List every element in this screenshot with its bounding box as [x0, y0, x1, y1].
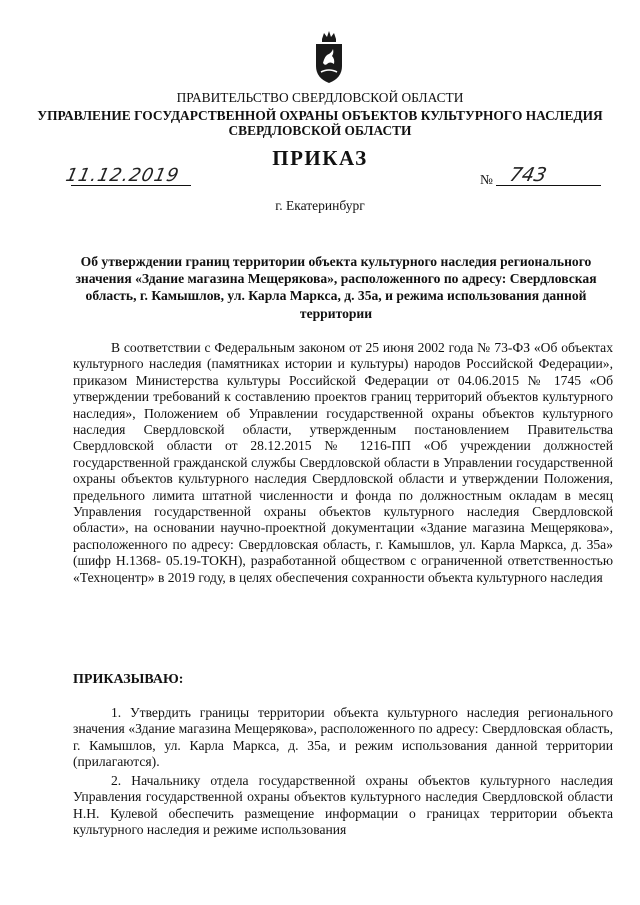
date-underline — [71, 184, 191, 186]
order-item-1: 1. Утвердить границы территории объекта культурного наследия регионального значения «Здание магазина Мещерякова», расположенного по адресу: Свердловская область, г. Камышлов, ул. Карла Маркса, д. 35а, и режим использования данной территории (прилагаются). — [73, 705, 613, 770]
order-subject: Об утверждении границ территории объекта культурного наследия регионального значения «Здание магазина Мещерякова», расположенного по адресу: Свердловская область, г. Камышлов, ул. Карла Маркса, д. 35а, и режима использования данной территории — [75, 254, 597, 321]
government-name: ПРАВИТЕЛЬСТВО СВЕРДЛОВСКОЙ ОБЛАСТИ — [176, 90, 464, 105]
preamble-paragraph: В соответствии с Федеральным законом от 25 июня 2002 года № 73-ФЗ «Об объектах культурного наследия (памятниках истории и культуры) народов Российской Федерации», приказом Министерства культуры Российской Федерации от 04.06.2015 № 1745 «Об утверждении требований к составлению проектов границ территорий объектов культурного наследия», Положением об Управлении государственной охраны объектов культурного наследия Свердловской области, утвержденным постановлением Правительства Свердловской области от 28.12.2015 № 1216-ПП «Об учреждении должностей государственной гражданской службы Свердловской области в Управлении государственной охраны объектов культурного наследия Свердловской области и утверждении Положения, предельного лимита штатной численности и фонда по должностным окладам в месяц Управления государственной охраны объектов культурного наследия Свердловской области», на основании научно-проектной документации «Здание магазина Мещерякова», расположенного по адресу: Свердловская область, г. Камышлов, ул. Карла Маркса, д. 35а» (шифр Н.1368- 05.19-ТОКН), разработанной обществом с ограниченной ответственностью «Техноцентр» в 2019 году, в целях обеспечения сохранности объекта культурного наследия — [73, 340, 613, 585]
order-date: 11.12.2019 — [63, 165, 182, 186]
issue-city: г. Екатеринбург — [275, 198, 365, 213]
number-label: № — [480, 172, 493, 187]
coat-of-arms-icon — [313, 30, 345, 84]
order-keyword: ПРИКАЗЫВАЮ: — [73, 672, 184, 687]
order-number: 743 — [507, 164, 549, 186]
document-type: ПРИКАЗ — [272, 146, 368, 170]
number-underline — [496, 184, 601, 186]
department-name-line1: УПРАВЛЕНИЕ ГОСУДАРСТВЕННОЙ ОХРАНЫ ОБЪЕКТОВ КУЛЬТУРНОГО НАСЛЕДИЯ — [37, 108, 603, 123]
department-name-line2: СВЕРДЛОВСКОЙ ОБЛАСТИ — [228, 123, 412, 138]
order-item-2: 2. Начальнику отдела государственной охраны объектов культурного наследия Управления государственной охраны объектов культурного наследия Свердловской области Н.Н. Кулевой обеспечить размещение информации о границах территории объекта культурного наследия и режиме использования — [73, 773, 613, 838]
